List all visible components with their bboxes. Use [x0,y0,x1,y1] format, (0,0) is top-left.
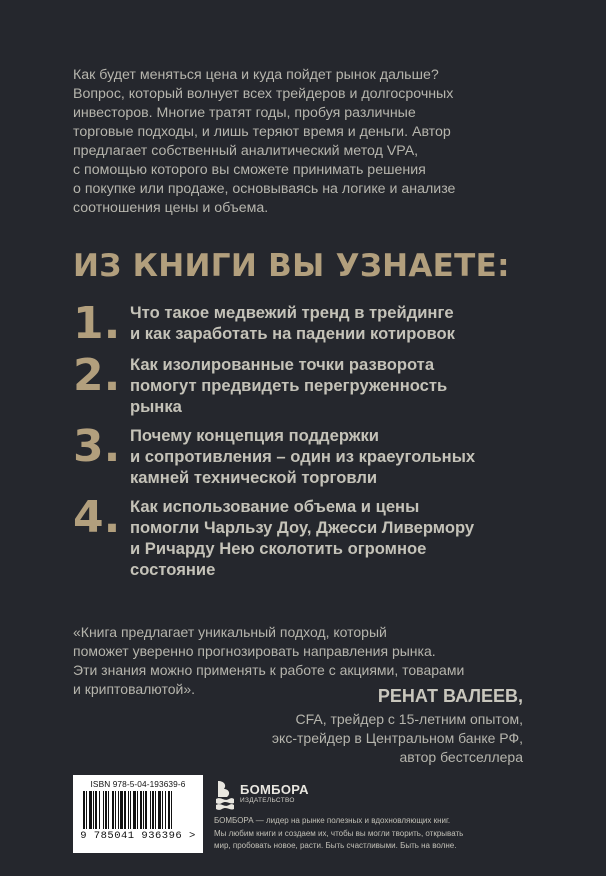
author-credentials: CFA, трейдер с 15-летним опытом, экс-трейдер в Центральном банке РФ, автор бестселлера [271,711,523,765]
section-heading: ИЗ КНИГИ ВЫ УЗНАЕТЕ: [73,248,510,284]
publisher-description: БОМБОРА — лидер на рынке полезных и вдохновляющих книг. Мы любим книги и создаем их, чтобы вы могли творить, открывать мир, пробовать новое, расти. Быть счастливыми. Быть на волне. [214,816,464,850]
item-number: 3. [73,421,121,472]
quote-author: РЕНАТ ВАЛЕЕВ, [377,686,523,706]
bombora-logo-icon [214,779,236,811]
intro-paragraph [73,66,543,218]
barcode-label [73,775,203,853]
item-number: 2. [73,350,121,401]
publisher-block [214,779,514,853]
isbn-text: ISBN 978-5-04-193639-6 [90,779,186,789]
item-text: Почему концепция поддержки и сопротивления – один из краеугольных камней технической торговли [130,426,476,487]
item-text: Как использование объема и цены помогли Чарльзу Доу, Джесси Ливермору и Ричарду Нею сколотить огромное состояние [130,497,475,579]
publisher-subtitle: ИЗДАТЕЛЬСТВО [240,797,295,804]
item-text: Что такое медвежий тренд в трейдинге и как заработать на падении котировок [130,303,455,343]
publisher-logo [214,779,514,813]
item-text: Как изолированные точки разворота помогут предвидеть перегруженность рынка [130,355,448,416]
publisher-name: БОМБОРА [240,782,309,797]
item-number: 1. [73,298,121,349]
intro-text: Как будет меняться цена и куда пойдет рынок дальше? Вопрос, который волнует всех трейдеров и долгосрочных инвесторов. Многие тратят годы, пробуя различные торговые подходы, и лишь теряют время и деньги. Автор предлагает собственный аналитический метод VPA, с помощью которого вы сможете принимать решения о покупке или продаже, основываясь на логике и анализе соотношения цены и объема. [73,67,456,216]
review-quote: «Книга предлагает уникальный подход, который поможет уверенно прогнозировать направления рынка. Эти знания можно применять к работе с акциями, товарами и криптовалютой». [73,624,465,697]
item-number: 4. [73,492,121,543]
barcode-number: 9 785041 936396 > [80,830,196,842]
barcode-icon [81,791,195,829]
